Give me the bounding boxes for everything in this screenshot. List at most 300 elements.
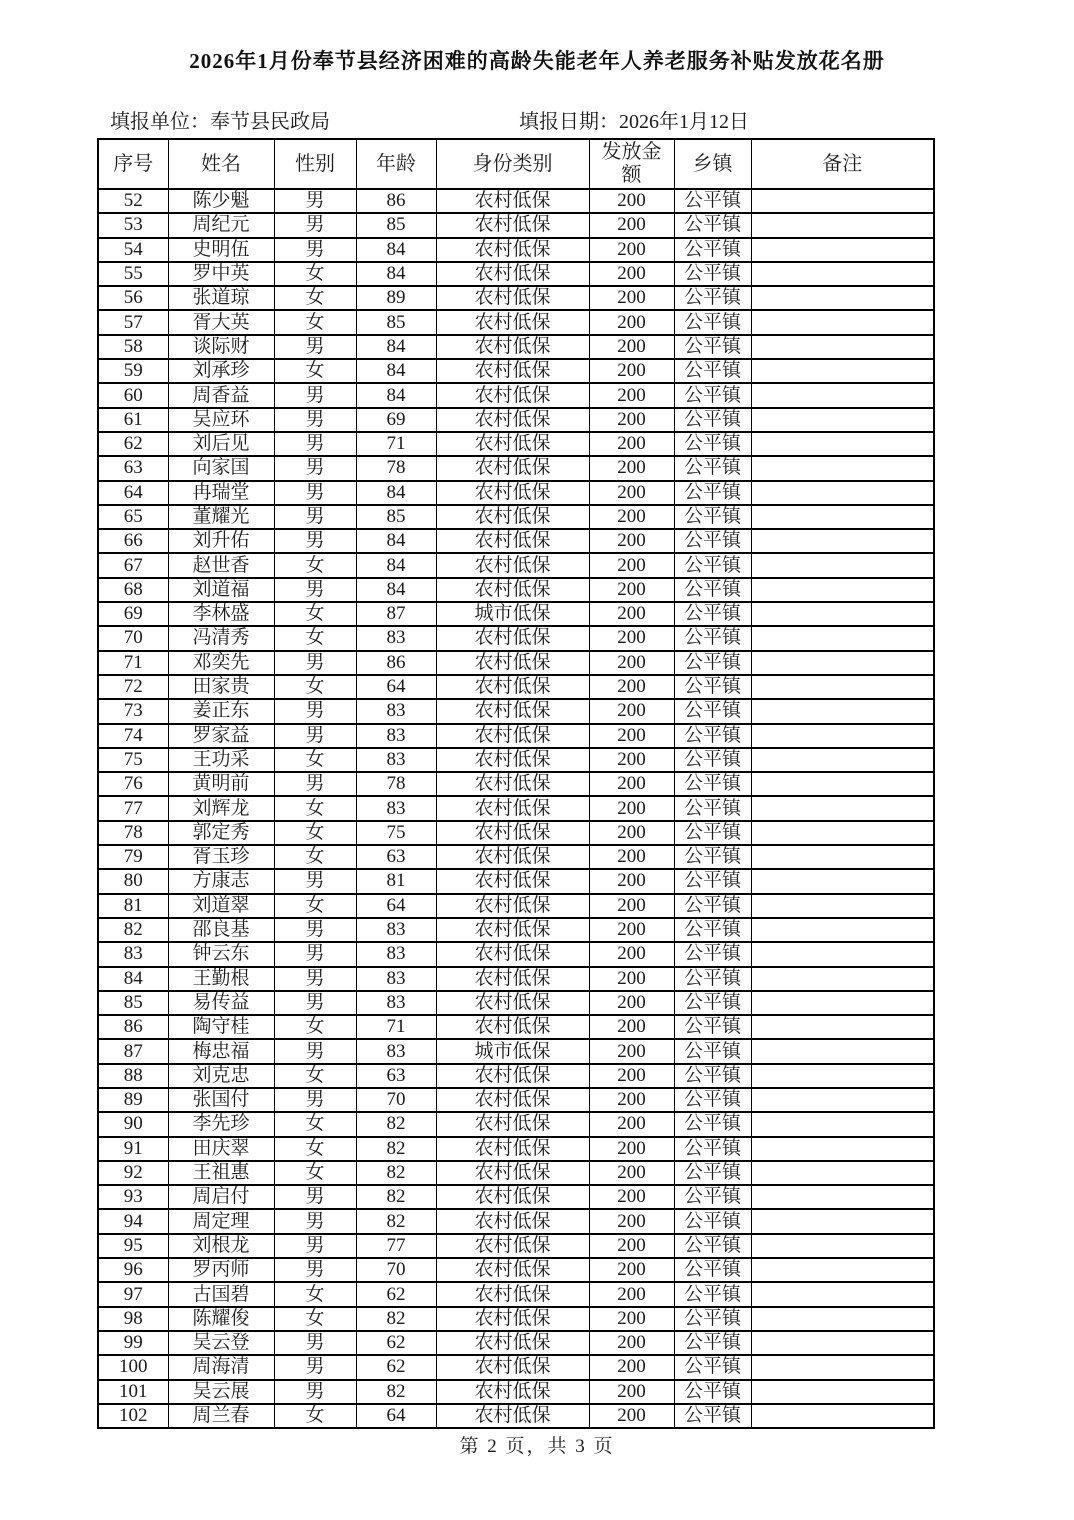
cell-age: 83 xyxy=(356,699,436,723)
cell-amount: 200 xyxy=(589,869,674,893)
cell-remark xyxy=(751,651,934,675)
cell-age: 64 xyxy=(356,675,436,699)
cell-serial: 88 xyxy=(98,1064,168,1088)
page-number: 第 2 页，共 3 页 xyxy=(459,1436,615,1457)
cell-gender: 男 xyxy=(274,189,356,213)
cell-age: 84 xyxy=(356,529,436,553)
cell-name: 刘升佑 xyxy=(168,529,274,553)
cell-town: 公平镇 xyxy=(674,942,751,966)
cell-town: 公平镇 xyxy=(674,626,751,650)
cell-category: 农村低保 xyxy=(436,772,589,796)
cell-serial: 55 xyxy=(98,262,168,286)
cell-gender: 女 xyxy=(274,796,356,820)
cell-gender: 女 xyxy=(274,1112,356,1136)
cell-name: 吴云登 xyxy=(168,1331,274,1355)
cell-gender: 男 xyxy=(274,1355,356,1379)
cell-amount: 200 xyxy=(589,1112,674,1136)
cell-gender: 男 xyxy=(274,1088,356,1112)
cell-age: 83 xyxy=(356,626,436,650)
cell-category: 农村低保 xyxy=(436,335,589,359)
table-row xyxy=(98,967,934,991)
cell-town: 公平镇 xyxy=(674,553,751,577)
cell-serial: 53 xyxy=(98,213,168,237)
cell-serial: 102 xyxy=(98,1404,168,1428)
column-header-amount: 发放金额 xyxy=(589,139,674,189)
cell-serial: 91 xyxy=(98,1137,168,1161)
cell-amount: 200 xyxy=(589,1234,674,1258)
cell-remark xyxy=(751,1161,934,1185)
cell-serial: 59 xyxy=(98,359,168,383)
cell-serial: 92 xyxy=(98,1161,168,1185)
cell-gender: 男 xyxy=(274,505,356,529)
cell-remark xyxy=(751,1185,934,1209)
cell-age: 84 xyxy=(356,335,436,359)
cell-gender: 女 xyxy=(274,845,356,869)
cell-town: 公平镇 xyxy=(674,408,751,432)
cell-category: 农村低保 xyxy=(436,1355,589,1379)
cell-age: 71 xyxy=(356,1015,436,1039)
cell-name: 黄明前 xyxy=(168,772,274,796)
table-row xyxy=(98,942,934,966)
table-row xyxy=(98,286,934,310)
cell-remark xyxy=(751,1234,934,1258)
cell-remark xyxy=(751,383,934,407)
cell-age: 70 xyxy=(356,1258,436,1282)
cell-category: 农村低保 xyxy=(436,894,589,918)
cell-town: 公平镇 xyxy=(674,335,751,359)
cell-name: 冉瑞堂 xyxy=(168,481,274,505)
cell-amount: 200 xyxy=(589,1355,674,1379)
cell-age: 84 xyxy=(356,553,436,577)
cell-town: 公平镇 xyxy=(674,1282,751,1306)
cell-category: 农村低保 xyxy=(436,529,589,553)
cell-gender: 男 xyxy=(274,918,356,942)
cell-name: 罗家益 xyxy=(168,724,274,748)
cell-amount: 200 xyxy=(589,1064,674,1088)
cell-remark xyxy=(751,578,934,602)
table-row xyxy=(98,1258,934,1282)
cell-category: 农村低保 xyxy=(436,1258,589,1282)
table-row xyxy=(98,845,934,869)
cell-town: 公平镇 xyxy=(674,189,751,213)
cell-town: 公平镇 xyxy=(674,286,751,310)
cell-serial: 52 xyxy=(98,189,168,213)
cell-category: 农村低保 xyxy=(436,1112,589,1136)
cell-name: 吴应环 xyxy=(168,408,274,432)
cell-category: 农村低保 xyxy=(436,699,589,723)
cell-age: 83 xyxy=(356,748,436,772)
cell-name: 胥大英 xyxy=(168,310,274,334)
cell-serial: 101 xyxy=(98,1380,168,1404)
table-row xyxy=(98,238,934,262)
cell-amount: 200 xyxy=(589,578,674,602)
column-header-name: 姓名 xyxy=(168,139,274,189)
cell-serial: 72 xyxy=(98,675,168,699)
cell-remark xyxy=(751,1282,934,1306)
cell-name: 张道琼 xyxy=(168,286,274,310)
cell-town: 公平镇 xyxy=(674,262,751,286)
cell-amount: 200 xyxy=(589,772,674,796)
cell-town: 公平镇 xyxy=(674,869,751,893)
cell-amount: 200 xyxy=(589,626,674,650)
cell-age: 86 xyxy=(356,189,436,213)
reporting-date xyxy=(519,105,749,134)
cell-serial: 76 xyxy=(98,772,168,796)
cell-age: 62 xyxy=(356,1282,436,1306)
cell-remark xyxy=(751,1112,934,1136)
cell-name: 钟云东 xyxy=(168,942,274,966)
cell-serial: 70 xyxy=(98,626,168,650)
cell-remark xyxy=(751,213,934,237)
cell-amount: 200 xyxy=(589,238,674,262)
cell-serial: 68 xyxy=(98,578,168,602)
table-row xyxy=(98,1112,934,1136)
table-row xyxy=(98,578,934,602)
cell-remark xyxy=(751,894,934,918)
cell-town: 公平镇 xyxy=(674,1380,751,1404)
cell-category: 农村低保 xyxy=(436,310,589,334)
cell-town: 公平镇 xyxy=(674,1015,751,1039)
cell-serial: 56 xyxy=(98,286,168,310)
cell-remark xyxy=(751,286,934,310)
cell-amount: 200 xyxy=(589,335,674,359)
cell-name: 王勤根 xyxy=(168,967,274,991)
cell-remark xyxy=(751,796,934,820)
cell-town: 公平镇 xyxy=(674,529,751,553)
cell-gender: 女 xyxy=(274,1282,356,1306)
cell-serial: 99 xyxy=(98,1331,168,1355)
cell-remark xyxy=(751,1307,934,1331)
cell-town: 公平镇 xyxy=(674,456,751,480)
table-row xyxy=(98,1039,934,1063)
cell-gender: 女 xyxy=(274,359,356,383)
cell-town: 公平镇 xyxy=(674,821,751,845)
cell-age: 84 xyxy=(356,359,436,383)
cell-age: 63 xyxy=(356,845,436,869)
cell-serial: 75 xyxy=(98,748,168,772)
cell-category: 农村低保 xyxy=(436,1404,589,1428)
table-row xyxy=(98,408,934,432)
cell-category: 农村低保 xyxy=(436,1380,589,1404)
cell-town: 公平镇 xyxy=(674,651,751,675)
cell-serial: 71 xyxy=(98,651,168,675)
table-row xyxy=(98,1355,934,1379)
cell-serial: 97 xyxy=(98,1282,168,1306)
cell-amount: 200 xyxy=(589,1307,674,1331)
cell-age: 82 xyxy=(356,1112,436,1136)
cell-remark xyxy=(751,869,934,893)
cell-age: 83 xyxy=(356,918,436,942)
cell-remark xyxy=(751,359,934,383)
cell-age: 64 xyxy=(356,1404,436,1428)
cell-age: 83 xyxy=(356,724,436,748)
cell-age: 83 xyxy=(356,967,436,991)
cell-amount: 200 xyxy=(589,724,674,748)
cell-gender: 男 xyxy=(274,238,356,262)
cell-name: 王功采 xyxy=(168,748,274,772)
table-row xyxy=(98,699,934,723)
cell-amount: 200 xyxy=(589,1209,674,1233)
cell-serial: 85 xyxy=(98,991,168,1015)
cell-amount: 200 xyxy=(589,602,674,626)
cell-remark xyxy=(751,918,934,942)
cell-category: 农村低保 xyxy=(436,1185,589,1209)
cell-remark xyxy=(751,310,934,334)
cell-amount: 200 xyxy=(589,821,674,845)
cell-name: 刘道福 xyxy=(168,578,274,602)
cell-remark xyxy=(751,1064,934,1088)
cell-town: 公平镇 xyxy=(674,699,751,723)
cell-age: 87 xyxy=(356,602,436,626)
cell-name: 胥玉珍 xyxy=(168,845,274,869)
table-row xyxy=(98,189,934,213)
cell-amount: 200 xyxy=(589,699,674,723)
cell-serial: 62 xyxy=(98,432,168,456)
table-row xyxy=(98,456,934,480)
cell-amount: 200 xyxy=(589,651,674,675)
table-row xyxy=(98,1404,934,1428)
cell-serial: 77 xyxy=(98,796,168,820)
cell-category: 农村低保 xyxy=(436,1161,589,1185)
cell-town: 公平镇 xyxy=(674,991,751,1015)
cell-name: 王祖惠 xyxy=(168,1161,274,1185)
cell-age: 83 xyxy=(356,796,436,820)
cell-name: 罗丙师 xyxy=(168,1258,274,1282)
cell-gender: 男 xyxy=(274,1331,356,1355)
cell-category: 农村低保 xyxy=(436,286,589,310)
cell-gender: 男 xyxy=(274,335,356,359)
cell-serial: 95 xyxy=(98,1234,168,1258)
table-row xyxy=(98,1088,934,1112)
cell-category: 农村低保 xyxy=(436,1015,589,1039)
cell-town: 公平镇 xyxy=(674,505,751,529)
cell-serial: 96 xyxy=(98,1258,168,1282)
cell-age: 77 xyxy=(356,1234,436,1258)
cell-amount: 200 xyxy=(589,432,674,456)
cell-town: 公平镇 xyxy=(674,1137,751,1161)
cell-gender: 男 xyxy=(274,1185,356,1209)
cell-town: 公平镇 xyxy=(674,1088,751,1112)
cell-gender: 女 xyxy=(274,894,356,918)
cell-category: 农村低保 xyxy=(436,626,589,650)
cell-age: 84 xyxy=(356,578,436,602)
cell-amount: 200 xyxy=(589,796,674,820)
cell-serial: 80 xyxy=(98,869,168,893)
cell-gender: 女 xyxy=(274,675,356,699)
cell-amount: 200 xyxy=(589,967,674,991)
cell-name: 易传益 xyxy=(168,991,274,1015)
cell-name: 赵世香 xyxy=(168,553,274,577)
cell-town: 公平镇 xyxy=(674,383,751,407)
cell-name: 刘道翠 xyxy=(168,894,274,918)
cell-category: 农村低保 xyxy=(436,1307,589,1331)
cell-serial: 57 xyxy=(98,310,168,334)
cell-category: 农村低保 xyxy=(436,967,589,991)
cell-gender: 女 xyxy=(274,1064,356,1088)
reporting-unit-label: 填报单位： xyxy=(110,111,210,133)
cell-serial: 54 xyxy=(98,238,168,262)
cell-amount: 200 xyxy=(589,481,674,505)
cell-remark xyxy=(751,1258,934,1282)
cell-gender: 男 xyxy=(274,383,356,407)
cell-category: 农村低保 xyxy=(436,1234,589,1258)
cell-remark xyxy=(751,1015,934,1039)
table-row xyxy=(98,1015,934,1039)
cell-amount: 200 xyxy=(589,1258,674,1282)
cell-serial: 66 xyxy=(98,529,168,553)
table-row xyxy=(98,675,934,699)
cell-town: 公平镇 xyxy=(674,1234,751,1258)
cell-category: 农村低保 xyxy=(436,821,589,845)
table-row xyxy=(98,1307,934,1331)
cell-serial: 58 xyxy=(98,335,168,359)
cell-remark xyxy=(751,262,934,286)
cell-serial: 64 xyxy=(98,481,168,505)
cell-remark xyxy=(751,967,934,991)
cell-gender: 男 xyxy=(274,213,356,237)
column-header-remark: 备注 xyxy=(751,139,934,189)
cell-remark xyxy=(751,408,934,432)
page-title: 2026年1月份奉节县经济困难的高龄失能老年人养老服务补贴发放花名册 xyxy=(189,49,885,73)
table-row xyxy=(98,1282,934,1306)
cell-amount: 200 xyxy=(589,748,674,772)
cell-name: 周海清 xyxy=(168,1355,274,1379)
cell-gender: 女 xyxy=(274,821,356,845)
cell-amount: 200 xyxy=(589,286,674,310)
table-row xyxy=(98,602,934,626)
cell-name: 梅忠福 xyxy=(168,1039,274,1063)
cell-town: 公平镇 xyxy=(674,213,751,237)
table-row xyxy=(98,383,934,407)
cell-town: 公平镇 xyxy=(674,724,751,748)
cell-town: 公平镇 xyxy=(674,796,751,820)
cell-serial: 84 xyxy=(98,967,168,991)
cell-gender: 男 xyxy=(274,408,356,432)
cell-serial: 69 xyxy=(98,602,168,626)
cell-town: 公平镇 xyxy=(674,602,751,626)
cell-category: 农村低保 xyxy=(436,456,589,480)
table-row xyxy=(98,991,934,1015)
cell-remark xyxy=(751,942,934,966)
cell-age: 62 xyxy=(356,1331,436,1355)
cell-age: 70 xyxy=(356,1088,436,1112)
cell-remark xyxy=(751,1137,934,1161)
cell-name: 邵良基 xyxy=(168,918,274,942)
column-header-gender: 性别 xyxy=(274,139,356,189)
cell-gender: 男 xyxy=(274,942,356,966)
cell-remark xyxy=(751,1380,934,1404)
cell-age: 82 xyxy=(356,1307,436,1331)
column-header-town: 乡镇 xyxy=(674,139,751,189)
cell-category: 农村低保 xyxy=(436,553,589,577)
cell-amount: 200 xyxy=(589,456,674,480)
cell-gender: 女 xyxy=(274,626,356,650)
cell-gender: 男 xyxy=(274,699,356,723)
cell-age: 71 xyxy=(356,432,436,456)
cell-name: 陈少魁 xyxy=(168,189,274,213)
cell-age: 81 xyxy=(356,869,436,893)
cell-town: 公平镇 xyxy=(674,359,751,383)
cell-town: 公平镇 xyxy=(674,1258,751,1282)
cell-category: 农村低保 xyxy=(436,918,589,942)
cell-category: 农村低保 xyxy=(436,238,589,262)
cell-age: 83 xyxy=(356,991,436,1015)
cell-amount: 200 xyxy=(589,408,674,432)
cell-name: 邓奕先 xyxy=(168,651,274,675)
cell-name: 郭定秀 xyxy=(168,821,274,845)
cell-gender: 女 xyxy=(274,1137,356,1161)
table-row xyxy=(98,1209,934,1233)
cell-category: 农村低保 xyxy=(436,796,589,820)
cell-amount: 200 xyxy=(589,189,674,213)
cell-remark xyxy=(751,553,934,577)
cell-age: 86 xyxy=(356,651,436,675)
cell-remark xyxy=(751,1209,934,1233)
cell-category: 城市低保 xyxy=(436,602,589,626)
cell-town: 公平镇 xyxy=(674,1331,751,1355)
cell-name: 周启付 xyxy=(168,1185,274,1209)
cell-age: 78 xyxy=(356,456,436,480)
cell-town: 公平镇 xyxy=(674,772,751,796)
cell-amount: 200 xyxy=(589,1015,674,1039)
cell-town: 公平镇 xyxy=(674,675,751,699)
cell-amount: 200 xyxy=(589,529,674,553)
cell-remark xyxy=(751,1331,934,1355)
cell-name: 刘后见 xyxy=(168,432,274,456)
cell-remark xyxy=(751,845,934,869)
cell-age: 83 xyxy=(356,1039,436,1063)
cell-gender: 男 xyxy=(274,967,356,991)
cell-age: 78 xyxy=(356,772,436,796)
cell-category: 农村低保 xyxy=(436,1137,589,1161)
cell-category: 农村低保 xyxy=(436,1282,589,1306)
cell-category: 农村低保 xyxy=(436,942,589,966)
cell-remark xyxy=(751,189,934,213)
cell-amount: 200 xyxy=(589,1380,674,1404)
cell-town: 公平镇 xyxy=(674,748,751,772)
cell-category: 城市低保 xyxy=(436,1039,589,1063)
cell-age: 64 xyxy=(356,894,436,918)
cell-remark xyxy=(751,699,934,723)
table-row xyxy=(98,432,934,456)
cell-name: 史明伍 xyxy=(168,238,274,262)
cell-town: 公平镇 xyxy=(674,845,751,869)
cell-amount: 200 xyxy=(589,918,674,942)
cell-name: 刘承珍 xyxy=(168,359,274,383)
reporting-unit xyxy=(110,105,330,134)
cell-serial: 65 xyxy=(98,505,168,529)
cell-amount: 200 xyxy=(589,894,674,918)
table-row xyxy=(98,918,934,942)
cell-age: 82 xyxy=(356,1161,436,1185)
cell-amount: 200 xyxy=(589,675,674,699)
table-row xyxy=(98,213,934,237)
cell-name: 董耀光 xyxy=(168,505,274,529)
cell-amount: 200 xyxy=(589,1404,674,1428)
cell-serial: 90 xyxy=(98,1112,168,1136)
cell-remark xyxy=(751,724,934,748)
table-row xyxy=(98,262,934,286)
cell-gender: 女 xyxy=(274,310,356,334)
cell-town: 公平镇 xyxy=(674,1185,751,1209)
cell-category: 农村低保 xyxy=(436,1331,589,1355)
table-row xyxy=(98,1234,934,1258)
cell-gender: 女 xyxy=(274,1015,356,1039)
table-row xyxy=(98,529,934,553)
cell-gender: 男 xyxy=(274,529,356,553)
table-row xyxy=(98,651,934,675)
cell-name: 吴云展 xyxy=(168,1380,274,1404)
